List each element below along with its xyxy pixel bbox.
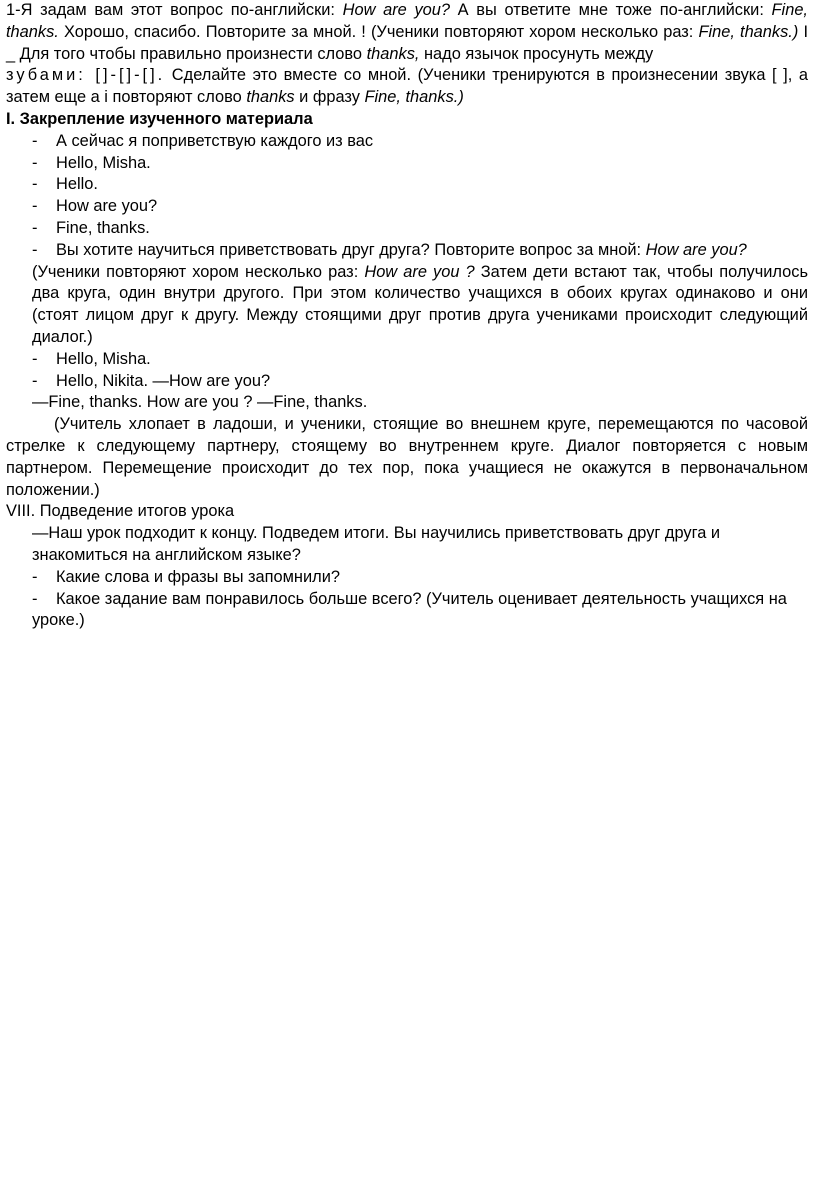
paragraph-text: (Ученики повторяют хором несколько раз: (32, 262, 365, 281)
intro-text: I _ Для того чтобы правильно произнести слово (6, 22, 809, 63)
list-item (6, 589, 808, 633)
dialog-line (6, 349, 808, 371)
dash-bullet: - (32, 240, 38, 259)
intro-spaced-text: зубами: []-[]-[]. (6, 66, 166, 85)
list-item (6, 174, 808, 196)
list-item-text: Fine, thanks. (56, 218, 150, 237)
dash-bullet: - (32, 153, 38, 172)
section-1-heading: I. Закрепление изученного материала (6, 109, 313, 128)
section-8-heading: VIII. Подведение итогов урока (6, 502, 235, 521)
intro-paragraph (6, 0, 808, 109)
list-item (6, 218, 808, 240)
teacher-paragraph: (Учитель хлопает в ладоши, и ученики, стоящие во внешнем круге, перемещаются по часовой стрелке к следующему партнеру, стоящему во внутреннем круге. Диалог повторяется с новым партнером. Перемещение происходит до тех пор, пока учащиеся не окажутся в первоначальном положении.) (6, 415, 808, 499)
summary-paragraph: —Наш урок подходит к концу. Подведем итоги. Вы научились приветствовать друг друга и знакомиться на английском языке? (32, 524, 721, 564)
intro-italic: Fine, thanks.) (364, 88, 464, 107)
intro-italic: thanks (246, 88, 295, 107)
instruction-paragraph (6, 262, 808, 349)
list-item-text: Какие слова и фразы вы запомнили? (56, 567, 340, 586)
paragraph-italic: How are you ? (364, 262, 475, 281)
list-item-text: Hello, Misha. (56, 153, 151, 172)
intro-italic: thanks, (366, 44, 420, 63)
dash-bullet: - (32, 371, 38, 390)
list-item-text: How are you? (56, 197, 158, 216)
document-content (6, 0, 808, 632)
dialog-text: Hello, Misha. (56, 349, 151, 368)
dialog-line (6, 371, 808, 393)
dialog-text: Hello, Nikita. —How are you? (56, 371, 271, 390)
list-item-text: Какое задание вам понравилось больше всего? (Учитель оценивает деятельность учащихся на уроке.) (32, 589, 787, 630)
intro-italic: How are you? (342, 1, 451, 19)
dash-bullet: - (32, 197, 38, 216)
paragraph-text: Затем дети встают так, чтобы получилось два круга, один внутри другого. При этом количество учащихся в обоих кругах одинаково и они (стоят лицом друг к другу. Между стоящими друг против друга учениками происходит следующий диалог.) (32, 262, 808, 346)
intro-text: Хорошо, спасибо. Повторите за мной. ! (Ученики повторяют хором несколько раз: (58, 22, 699, 41)
dash-bullet: - (32, 349, 38, 368)
intro-text: 1-Я задам вам этот вопрос по-английски: (6, 1, 343, 19)
list-item-italic: How are you? (645, 240, 747, 259)
list-item (6, 131, 808, 153)
intro-text: Сделайте это вместе со мной. (Ученики тренируются в произнесении звука [ ], а затем еще a i повторяют слово (6, 66, 808, 107)
list-item (6, 196, 808, 218)
list-item (6, 240, 808, 262)
dash-bullet: - (32, 589, 38, 608)
list-item-text: Hello. (56, 175, 98, 194)
dialog-line: —Fine, thanks. How are you ? —Fine, thanks. (32, 393, 368, 412)
list-item-text: А сейчас я поприветствую каждого из вас (56, 131, 374, 150)
dash-bullet: - (32, 131, 38, 150)
dash-bullet: - (32, 567, 38, 586)
dash-bullet: - (32, 175, 38, 194)
intro-text: надо язычок просунуть между (419, 44, 654, 63)
list-item (6, 567, 808, 589)
intro-text: А вы ответите мне тоже по-английски: (450, 1, 772, 19)
list-item (6, 153, 808, 175)
intro-italic: Fine, thanks. (6, 1, 808, 41)
list-item-text: Вы хотите научиться приветствовать друг друга? Повторите вопрос за мной: (56, 240, 646, 259)
dash-bullet: - (32, 218, 38, 237)
intro-text: и фразу (294, 88, 365, 107)
intro-italic: Fine, thanks.) (698, 22, 799, 41)
